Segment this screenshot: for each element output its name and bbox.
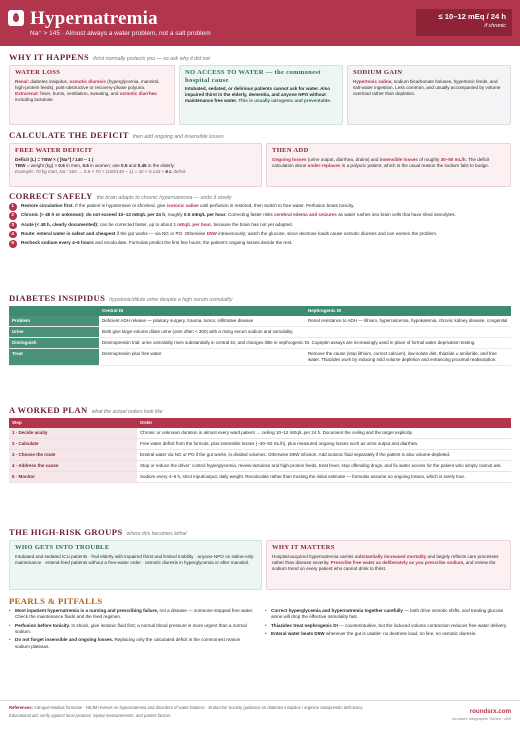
step-item: 5 Recheck sodium every 4–6 hours and recalculate. Formulas predict the first few hours; the patient's ongoing losses decide the rest. xyxy=(9,240,511,246)
column-header xyxy=(9,306,99,316)
row-label: Treat xyxy=(9,348,99,365)
step-number: 2 xyxy=(9,212,17,220)
table-row xyxy=(9,337,511,348)
column-header: Nephrogenic DI xyxy=(305,306,511,316)
card-text: Ongoing losses (urine output, diarrhea, drains) and insensible losses of roughly 30–50 mL/h. The deficit calculation alone under-replaces in a polyuric patient, which is the usual reason the sodium fails to budge. xyxy=(272,156,490,168)
row-label: Problem xyxy=(9,316,99,326)
card-water-loss xyxy=(9,65,175,125)
card-title: FREE WATER DEFICIT xyxy=(15,147,93,154)
row-label: 2 · Calculate xyxy=(9,438,137,449)
footer xyxy=(0,700,520,736)
row-label: 1 · Decide acuity xyxy=(9,428,137,438)
list-item: • Correct hyperglycemia and hypernatremia together carefully — both drive osmotic shifts, and treating glucose alone will drop the effective osmolality fast. xyxy=(265,608,511,620)
card-title: WHO GETS INTO TROUBLE xyxy=(15,544,110,551)
row-label: Urine xyxy=(9,326,99,337)
correction-steps xyxy=(9,203,511,249)
table-cell: Deficient ADH release — pituitary surgery, trauma, tumor, infiltrative disease xyxy=(99,316,305,326)
step-number: 1 xyxy=(9,203,17,211)
section-heading: THE HIGH-RISK GROUPS xyxy=(9,527,123,537)
section-heading: WHY IT HAPPENS xyxy=(9,52,90,62)
section-tagline: hypotonic/dilute urine despite a high serum osmolality xyxy=(109,297,233,303)
card-title: THEN ADD xyxy=(272,147,309,154)
table-cell: Sodium every 4–6 h, strict input/output, daily weight. Recalculate rather than trusting the initial estimate — formulas assume no ongoing losses, which is rarely true. xyxy=(137,471,511,482)
step-item: 1 Restore circulation first. If the patient is hypotensive or shocked, give isotonic saline until perfusion is restored, then switch to free water. Perfusion beats tonicity. xyxy=(9,203,511,209)
card-then-add xyxy=(266,143,511,187)
di-table xyxy=(9,306,511,366)
row-label: Distinguish xyxy=(9,337,99,348)
page-title: Hypernatremia xyxy=(30,8,158,29)
list-item: • Enteral water beats D5W whenever the gut is usable: no dextrose load, no line, no osmotic diuresis. xyxy=(265,631,511,637)
table-cell: Enteral water via NG or PO if the gut works, in divided volumes. Otherwise D5W infusion. Add isotonic fluid separately if the patient is also volume-depleted. xyxy=(137,449,511,460)
card-free-water-deficit xyxy=(9,143,262,187)
section-heading: CORRECT SAFELY xyxy=(9,191,93,201)
card-text: Hypertonic saline, sodium bicarbonate boluses, hypertonic feeds, and salt-water ingestion. Less common, and usually accompanied by volume overload rather than depletion. xyxy=(353,78,501,96)
plan-table-wrap xyxy=(9,418,511,483)
section-why xyxy=(9,52,511,63)
card-title: SODIUM GAIN xyxy=(353,69,403,76)
step-item: 4 Route: enteral water is safest and cheapest if the gut works — via NG or PO. Otherwise D5W intravenously; watch the glucose, since dextrose loads cause osmotic diuresis and can worsen the problem. xyxy=(9,231,511,237)
table-header-row xyxy=(9,418,511,428)
column-header: Step xyxy=(9,418,137,428)
page-subtitle: Na⁺ > 145 · Almost always a water problem, not a salt problem xyxy=(30,30,211,37)
deficit-formula: Deficit (L) = TBW × ( [Na⁺] / 140 − 1 ) xyxy=(15,156,94,162)
section-heading: DIABETES INSIPIDUS xyxy=(9,293,106,303)
step-number: 4 xyxy=(9,231,17,239)
table-row xyxy=(9,471,511,482)
card-title: WATER LOSS xyxy=(15,69,61,76)
card-sodium-gain xyxy=(347,65,511,125)
table-cell: Free water deficit from the formula, plus insensible losses (~30–50 mL/h), plus measured ongoing losses such as urine output and diarrhea. xyxy=(137,438,511,449)
table-cell: Desmopressin trial: urine osmolality rises substantially in central DI, and changes little in nephrogenic DI. Copeptin assays are increasingly used in place of formal water deprivation testing. xyxy=(99,337,511,348)
badge-value: ≤ 10–12 mEq / 24 h xyxy=(438,12,506,21)
table-row xyxy=(9,348,511,365)
section-plan xyxy=(9,405,511,416)
water-drop-icon xyxy=(8,10,24,26)
section-heading: PEARLS & PITFALLS xyxy=(9,596,103,606)
worked-example: Example: 70 kg man, Na⁺ 160 → 0.6 × 70 × (160/140 − 1) = 42 × 0.143 ≈ 6 L deficit. xyxy=(15,168,187,174)
list-item: • Thiazides treat nephrogenic DI — counterintuitive, but the induced volume contraction reduces free water delivery. xyxy=(265,623,511,629)
table-row xyxy=(9,326,511,337)
pearls-list xyxy=(9,608,511,652)
tbw-text: TBW = weight (kg) × 0.6 in men, 0.5 in women; use 0.5 and 0.45 in the elderly. xyxy=(15,162,175,168)
table-cell: Renal resistance to ADH — lithium, hypercalcemia, hypokalemia, chronic kidney disease, congenital xyxy=(305,316,511,326)
table-row xyxy=(9,428,511,438)
table-cell: Both give large-volume dilute urine (osm often < 300) with a rising serum sodium and osmolality. xyxy=(99,326,511,337)
table-cell: Chronic or unknown duration in almost every ward patient → ceiling 10–12 mEq/L per 24 h. Document the ceiling and the target explicitly. xyxy=(137,428,511,438)
pearls-column-right xyxy=(265,608,511,652)
step-number: 5 xyxy=(9,240,17,248)
table-row xyxy=(9,316,511,326)
row-label: 4 · Address the cause xyxy=(9,460,137,471)
card-text: Renal: diabetes insipidus, osmotic diuresis (hyperglycemia, mannitol, high-protein feeds), post-obstructive or recovery-phase polyuria. Extrarenal: fever, burns, ventilation, sweating, and osmotic diarrhea including lactulose. xyxy=(15,78,160,102)
section-pearls xyxy=(9,596,511,607)
table-row xyxy=(9,449,511,460)
table-cell: Desmopressin plus free water xyxy=(99,348,305,365)
section-correct xyxy=(9,191,511,202)
section-tagline: where this becomes lethal xyxy=(126,531,187,537)
step-item: 2 Chronic (> 48 h or unknown): do not exceed 10–12 mEq/L per 24 h, roughly 0.5 mEq/L per hour. Correcting faster risks cerebral edema and seizures as water rushes into brain cells that have shed osmolytes. xyxy=(9,212,511,218)
series-label: roundsrx Infographic Series · #69 xyxy=(451,716,511,722)
references: References: Adrogué-Madias formulae · NEJM reviews on hypernatremia and disorders of water balance · Endocrine Society guidance on diabetes insipidus / arginine vasopressin deficiency. xyxy=(9,705,364,710)
list-item: • Most inpatient hypernatremia is a nursing and prescribing failure, not a disease — someone stopped free water. Check the maintenance fluids and the feed regimen. xyxy=(9,608,255,620)
site-info xyxy=(452,708,511,721)
section-risk xyxy=(9,527,511,538)
correction-limit-badge xyxy=(416,9,512,36)
row-label: 3 · Choose the route xyxy=(9,449,137,460)
row-label: 5 · Monitor xyxy=(9,471,137,482)
disclaimer: Educational aid; verify against local protocol, repeat measurements, and patient factors. xyxy=(9,712,172,718)
section-tagline: what the actual orders look like xyxy=(91,409,163,415)
plan-table xyxy=(9,418,511,483)
badge-note: if chronic xyxy=(484,23,506,30)
header-banner xyxy=(0,0,520,46)
table-cell: Stop or reduce the driver: control hyperglycemia, review lactulose and high-protein feeds, treat fever, stop offending drugs, and fix water access for the patient who simply cannot ask. xyxy=(137,460,511,471)
section-di xyxy=(9,293,511,304)
section-deficit xyxy=(9,130,511,141)
card-no-access xyxy=(179,65,343,125)
section-heading: A WORKED PLAN xyxy=(9,405,88,415)
table-cell: Remove the cause (stop lithium, correct calcium), low-solute diet, thiazide ± amiloride, and free water. Thiazides work by inducing mild volume depletion and enhancing proximal reabsorption. xyxy=(305,348,511,365)
section-heading: CALCULATE THE DEFICIT xyxy=(9,130,129,140)
step-item: 3 Acute (< 48 h, clearly documented): can be corrected faster, up to about 1 mEq/L per hour, because the brain has not yet adapted. xyxy=(9,222,511,228)
card-why-it-matters xyxy=(266,540,511,590)
section-tagline: then add ongoing and insensible losses xyxy=(132,134,224,140)
card-who-gets-into-trouble xyxy=(9,540,262,590)
card-title: WHY IT MATTERS xyxy=(272,544,335,551)
section-tagline: thirst normally protects you — so ask why it did not xyxy=(93,56,210,62)
step-number: 3 xyxy=(9,222,17,230)
list-item: • Perfusion before tonicity. In shock, give isotonic fluid first; a normal blood pressure is more urgent than a normal sodium. xyxy=(9,623,255,635)
site-link[interactable]: roundsrx.com xyxy=(469,708,511,715)
table-row xyxy=(9,438,511,449)
card-text: Hospital-acquired hypernatremia carries substantially increased mortality and largely reflects care processes rather than disease severity. Prescribe free water as deliberately as you prescribe sodium, and review the sodium trend on every patient who cannot drink to thirst. xyxy=(272,553,499,571)
card-title: NO ACCESS TO WATER — the commonest hospital cause xyxy=(185,69,321,84)
card-text: Intubated, sedated, or delirious patients cannot ask for water. Also impaired thirst in the elderly, dementia, and anyone NPO without maintenance free water. This is usually iatrogenic and preventable. xyxy=(185,86,332,104)
pearls-column-left xyxy=(9,608,255,652)
column-header: Order xyxy=(137,418,511,428)
di-table-wrap xyxy=(9,306,511,366)
card-text: Intubated and sedated ICU patients · frail elderly with impaired thirst and limited mobility · anyone NPO on saline-only maintenance · enteral-feed patients without a free-water order · osmotic diuresis in hyperglycemia or after mannitol. xyxy=(15,553,254,565)
table-header-row xyxy=(9,306,511,316)
list-item: • Do not forget insensible and ongoing losses. Replacing only the calculated deficit is the commonest reason sodium plateaus. xyxy=(9,637,255,649)
table-row xyxy=(9,460,511,471)
column-header: Central DI xyxy=(99,306,305,316)
section-tagline: the brain adapts to chronic hypernatremia — undo it slowly xyxy=(96,195,232,201)
